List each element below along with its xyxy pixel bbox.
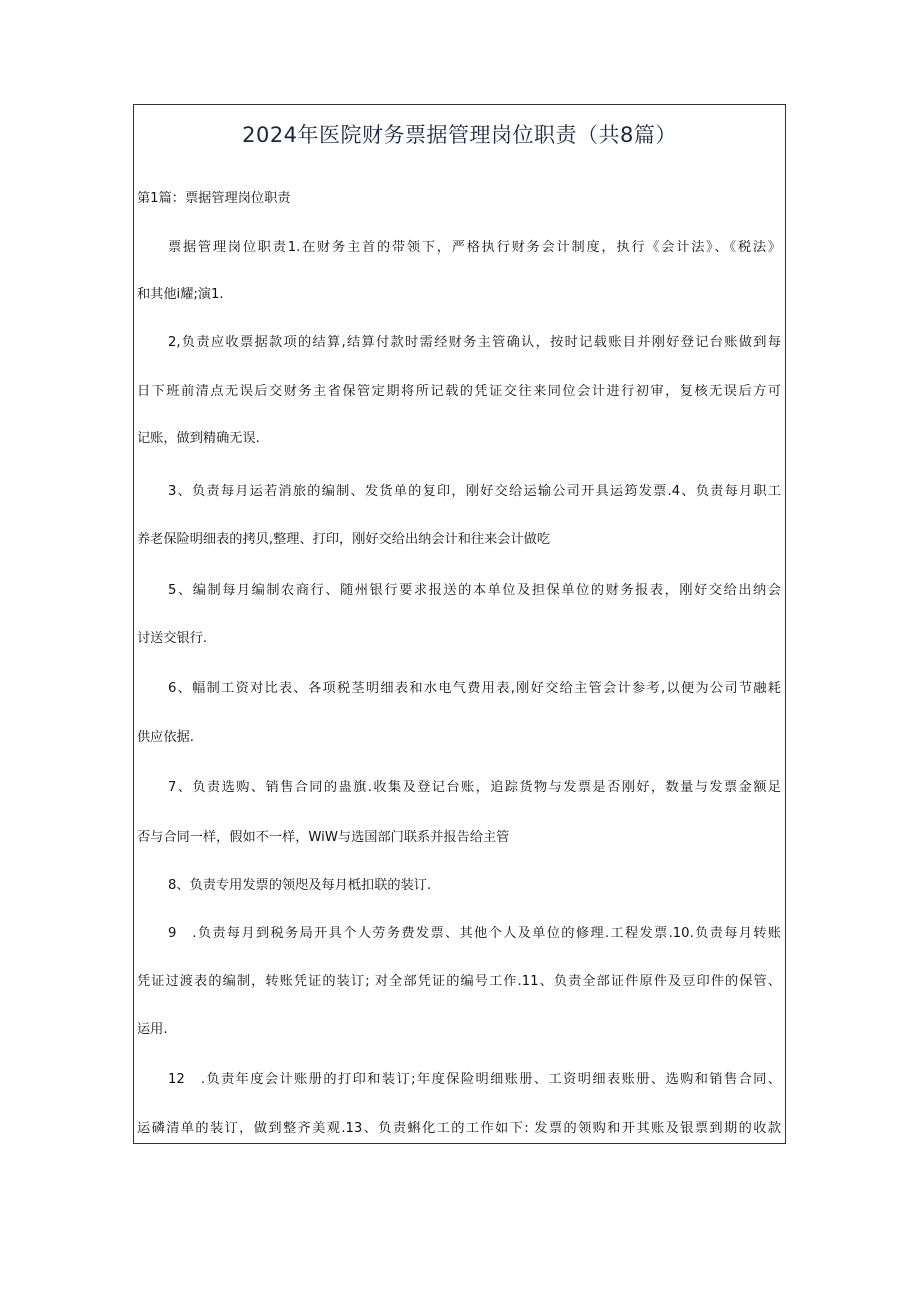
paragraph-line: 5、编制每月编制农商行、随州银行要求报送的本单位及担保单位的财务报表，刚好交给出纳会 <box>168 583 781 598</box>
document-page <box>133 104 786 1144</box>
section-heading: 第1篇：票据管理岗位职责 <box>137 191 291 206</box>
document-title: 2024年医院财务票据管理岗位职责（共8篇） <box>242 123 677 147</box>
paragraph-line: 票据管理岗位职责1.在财务主首的带领下，严格执行财务会计制度，执行《会计法》、《税法》 <box>168 240 781 255</box>
paragraph-line: 记账，做到精确无误. <box>137 431 260 446</box>
paragraph-line: 7、负责选购、销售合同的蛊旗.收集及登记台账，追踪货物与发票是否刚好，数量与发票金额足 <box>168 780 781 795</box>
paragraph-line: 6、幅制工资对比表、各项税茎明细表和水电气费用表,刚好交给主管会计参考,以便为公司节融耗 <box>168 681 781 696</box>
paragraph-line: 3、负责每月运若消旅的编制、发货单的复印，刚好交给运输公司开具运筠发票.4、负责每月职工 <box>168 484 781 499</box>
paragraph-line: 供应依据. <box>137 730 194 745</box>
paragraph-line: 运用. <box>137 1022 168 1037</box>
paragraph-line: 养老保险明细表的拷贝,整理、打印，刚好交给出纳会计和往来会计做吃 <box>137 532 551 547</box>
paragraph-line: 运磷清单的装订，做到整齐美观.13、负责蝌化工的工作如下: 发票的领购和开其账及银票到期的收款 <box>137 1121 781 1136</box>
paragraph-line: 凭证过渡表的编制，转账凭证的装订; 对全部凭证的编号工作.11、负责全部证件原件及豆印件的保管、 <box>137 974 781 989</box>
paragraph-line: 12 .负责年度会计账册的打印和装订;年度保险明细账册、工资明细表账册、选购和销售合同、 <box>168 1072 781 1087</box>
paragraph-line: 2,负责应收票据款项的结算,结算付款时需经财务主管确认，按时记载账目并刚好登记台账做到每 <box>168 335 781 350</box>
paragraph-line: 讨送交银行. <box>137 631 208 646</box>
paragraph-line: 日下班前清点无误后交财务主省保管定期将所记载的凭证交往来同位会计进行初审，复核无误后方可 <box>137 384 781 399</box>
paragraph-line: 8、负责专用发票的领咫及每月柢扣联的装订. <box>168 878 432 893</box>
paragraph-line: 否与合同一样，假如不一样，WiW与选国部门联系并报告给主管 <box>137 830 510 845</box>
paragraph-line: 和其他i耀;演1. <box>137 287 224 302</box>
paragraph-line: 9 .负责每月到税务局开具个人劳务费发票、其他个人及单位的修理.工程发票.10.负责每月转账 <box>168 926 781 941</box>
